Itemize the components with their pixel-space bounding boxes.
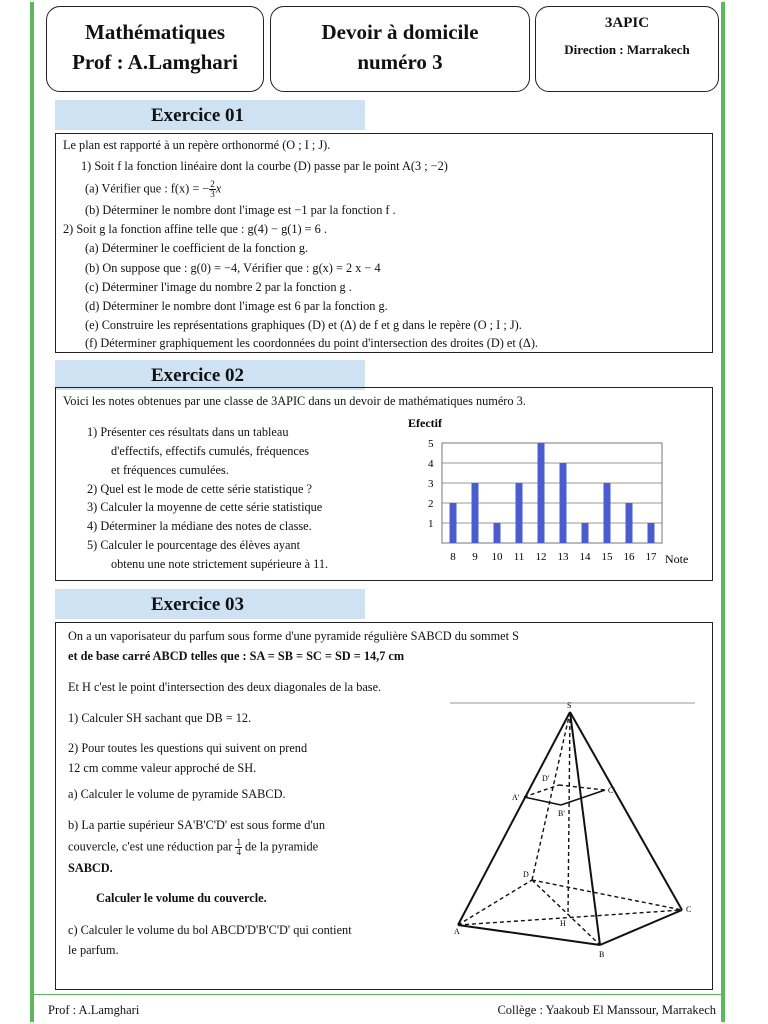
header-level-box (535, 6, 719, 92)
ex2-item: 3) Calculer la moyenne de cette série statistique (87, 500, 323, 514)
header-title-box (270, 6, 530, 92)
ex3-title: Exercice 03 (151, 594, 245, 615)
ex1-title: Exercice 01 (151, 105, 245, 126)
ex1-line: (f) Déterminer graphiquement les coordonnées du point d'intersection des droites (D) et (Δ). (85, 336, 539, 350)
ex3-line: et de base carré ABCD telles que : SA = SB = SC = SD = 14,7 cm (68, 649, 405, 663)
footer-left: Prof : A.Lamghari (48, 1003, 140, 1017)
x-tick-label: 14 (579, 551, 591, 563)
edge-SB (570, 712, 600, 945)
bar-10 (494, 523, 501, 543)
subject: Mathématiques (85, 20, 225, 44)
title-line2: numéro 3 (357, 50, 443, 74)
edge-SD (532, 712, 570, 880)
ex2-title-bar (55, 360, 365, 390)
label-C1: C' (608, 786, 615, 795)
edge-DC (532, 880, 682, 910)
y-tick-label: 4 (428, 458, 434, 470)
ex1-line: (b) On suppose que : g(0) = −4, Vérifier que : g(x) = 2 x − 4 (85, 261, 381, 275)
ex3-line: a) Calculer le volume de pyramide SABCD. (68, 787, 286, 801)
ex1-line: 2) Soit g la fonction affine telle que : g(4) − g(1) = 6 . (63, 222, 327, 236)
ex1-line: (c) Déterminer l'image du nombre 2 par la fonction g . (85, 280, 352, 294)
diag-AC (458, 910, 682, 925)
ex2-item: 2) Quel est le mode de cette série statistique ? (87, 482, 313, 496)
label-B: B (599, 950, 605, 959)
edge-SA (458, 712, 570, 925)
bar-15 (604, 483, 611, 543)
ex1-line: (a) Vérifier que : f(x) = − (85, 181, 210, 196)
ex1-line: (e) Construire les représentations graphiques (D) et (Δ) de f et g dans le repère (O ; I ; J). (85, 318, 522, 332)
ex2-item: d'effectifs, effectifs cumulés, fréquences (111, 444, 310, 458)
x-tick-label: 9 (472, 551, 478, 563)
frac-den: 3 (210, 189, 215, 199)
footer-right: Collège : Yaakoub El Manssour, Marrakech (497, 1003, 716, 1017)
footer-rule (30, 994, 725, 995)
bar-8 (450, 503, 457, 543)
ex3-line: couvercle, c'est une réduction par (68, 839, 233, 854)
teacher: Prof : A.Lamghari (72, 50, 238, 74)
edge-B1C1 (561, 790, 605, 805)
bar-chart (400, 410, 710, 575)
ex1-title-bar (55, 100, 365, 130)
label-B1: B' (558, 809, 565, 818)
x-tick-label: 17 (645, 551, 657, 563)
ex1-line: (a) Déterminer le coefficient de la fonction g. (85, 241, 309, 255)
ex3-line: c) Calculer le volume du bol ABCD'D'B'C'D' qui contient (68, 923, 352, 937)
ex2-item: obtenu une note strictement supérieure à 11. (111, 557, 329, 571)
ex1-line: 1) Soit f la fonction linéaire dont la courbe (D) passe par le point A(3 ; −2) (81, 159, 448, 173)
ex3-line: SABCD. (68, 861, 113, 875)
label-A: A (454, 927, 460, 936)
ex2-item: 5) Calculer le pourcentage des élèves ayant (87, 538, 301, 552)
label-H: H (560, 919, 566, 928)
ex3-line-fraction (68, 838, 318, 857)
frac-den: 4 (236, 847, 241, 857)
diag-DB (532, 880, 600, 945)
title-line1: Devoir à domicile (321, 20, 479, 44)
ex1-box (55, 133, 713, 353)
ex2-item: et fréquences cumulées. (111, 463, 229, 477)
ex3-line: 2) Pour toutes les questions qui suivent on prend (68, 741, 308, 755)
bar-11 (516, 483, 523, 543)
bar-16 (626, 503, 633, 543)
edge-D1C1 (559, 785, 605, 790)
ex3-line: On a un vaporisateur du parfum sous forme d'une pyramide régulière SABCD du sommet S (68, 629, 519, 643)
frac-num: 1 (236, 837, 241, 847)
x-tick-label: 8 (450, 551, 456, 563)
ex3-line: Calculer le volume du couvercle. (96, 891, 267, 905)
ex3-title-bar (55, 589, 365, 619)
ex2-title: Exercice 02 (151, 365, 245, 386)
bar-17 (648, 523, 655, 543)
ex3-line: Et H c'est le point d'intersection des deux diagonales de la base. (68, 680, 382, 694)
y-axis-label: Efectif (408, 416, 442, 430)
ex3-line: 12 cm comme valeur approché de SH. (68, 761, 257, 775)
y-tick-label: 5 (428, 438, 434, 450)
x-axis-label: Note (665, 552, 689, 566)
header-subject-box (46, 6, 264, 92)
label-S: S (567, 701, 572, 710)
ex1-line: (b) Déterminer le nombre dont l'image est −1 par la fonction f . (85, 203, 396, 217)
x-tick-label: 12 (535, 551, 547, 563)
label-D: D (523, 870, 529, 879)
y-tick-label: 3 (428, 478, 434, 490)
bar-9 (472, 483, 479, 543)
label-C: C (686, 905, 692, 914)
ex1-line-fraction (85, 180, 221, 199)
edge-AB (458, 925, 600, 945)
label-A1: A' (512, 793, 520, 802)
height-SH (568, 712, 570, 915)
x-tick-label: 10 (491, 551, 503, 563)
edge-A1B1 (524, 797, 561, 805)
ex3-line: 1) Calculer SH sachant que DB = 12. (68, 711, 252, 725)
y-tick-label: 2 (428, 498, 434, 510)
direction: Direction : Marrakech (564, 42, 690, 57)
ex1-line: Le plan est rapporté à un repère orthonormé (O ; I ; J). (63, 138, 331, 152)
edge-SC (570, 712, 682, 910)
ex2-intro: Voici les notes obtenues par une classe de 3APIC dans un devoir de mathématiques numéro 3. (63, 394, 526, 408)
bar-12 (538, 443, 545, 543)
ex1-line: (d) Déterminer le nombre dont l'image est 6 par la fonction g. (85, 299, 388, 313)
pyramid-figure (450, 700, 700, 965)
frac-num: 2 (210, 179, 215, 189)
frac-var: x (215, 181, 222, 196)
ex3-line: b) La partie supérieur SA'B'C'D' est sous forme d'un (68, 818, 325, 832)
x-tick-label: 11 (513, 551, 525, 563)
bar-14 (582, 523, 589, 543)
ex2-item: 1) Présenter ces résultats dans un tableau (87, 425, 289, 439)
x-tick-label: 13 (557, 551, 569, 563)
x-tick-label: 15 (601, 551, 613, 563)
y-tick-label: 1 (428, 518, 434, 530)
ex3-line: le parfum. (68, 943, 119, 957)
level: 3APIC (604, 15, 650, 31)
ex3-line: de la pyramide (245, 839, 319, 854)
ex2-item: 4) Déterminer la médiane des notes de classe. (87, 519, 312, 533)
label-D1: D' (542, 774, 550, 783)
fraction (235, 838, 242, 857)
x-tick-label: 16 (623, 551, 635, 563)
bar-13 (560, 463, 567, 543)
